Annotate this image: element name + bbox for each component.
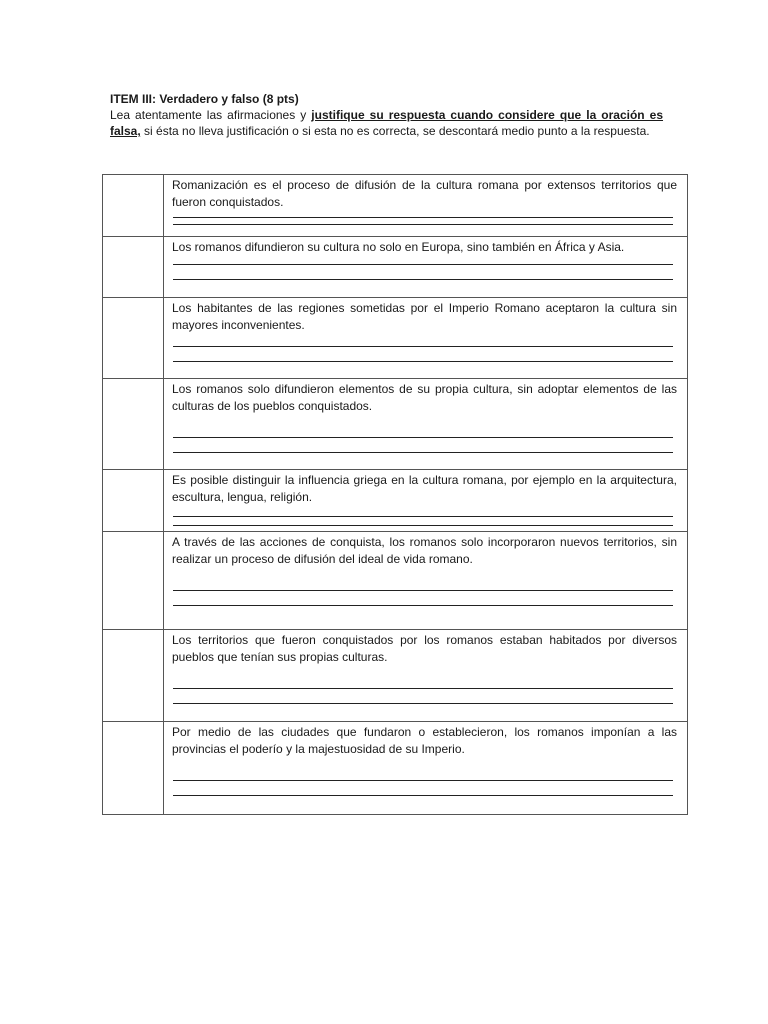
statement-cell bbox=[164, 470, 688, 532]
table-row bbox=[103, 532, 688, 630]
answer-line[interactable] bbox=[173, 361, 673, 362]
answer-cell-8[interactable] bbox=[103, 722, 164, 815]
answer-cell-6[interactable] bbox=[103, 532, 164, 630]
statement-text: Es posible distinguir la influencia griega en la cultura romana, por ejemplo en la arquitectura, escultura, lengua, religión. bbox=[172, 473, 677, 504]
statement-cell bbox=[164, 722, 688, 815]
statement-text: Los habitantes de las regiones sometidas por el Imperio Romano aceptaron la cultura sin mayores inconvenientes. bbox=[172, 301, 677, 332]
table-row bbox=[103, 298, 688, 379]
true-false-table bbox=[102, 174, 688, 815]
statement-cell bbox=[164, 237, 688, 298]
item-header bbox=[110, 91, 663, 139]
answer-cell-4[interactable] bbox=[103, 379, 164, 470]
statement-cell bbox=[164, 298, 688, 379]
table-row bbox=[103, 722, 688, 815]
statement-text: Los romanos difundieron su cultura no solo en Europa, sino también en África y Asia. bbox=[172, 240, 625, 254]
answer-cell-1[interactable] bbox=[103, 175, 164, 237]
answer-line[interactable] bbox=[173, 452, 673, 453]
answer-cell-5[interactable] bbox=[103, 470, 164, 532]
answer-line[interactable] bbox=[173, 279, 673, 280]
instructions-text-end: si ésta no lleva justificación o si esta no es correcta, se descontará medio punto a la respuesta. bbox=[140, 124, 650, 138]
answer-line[interactable] bbox=[173, 525, 673, 526]
statement-cell bbox=[164, 379, 688, 470]
answer-cell-3[interactable] bbox=[103, 298, 164, 379]
statement-text: Romanización es el proceso de difusión de la cultura romana por extensos territorios que fueron conquistados. bbox=[172, 178, 677, 209]
statement-cell bbox=[164, 630, 688, 722]
table-row bbox=[103, 237, 688, 298]
statement-text: A través de las acciones de conquista, los romanos solo incorporaron nuevos territorios, sin realizar un proceso de difusión del ideal de vida romano. bbox=[172, 535, 677, 566]
answer-cell-7[interactable] bbox=[103, 630, 164, 722]
instructions-emphasis: justifique su respuesta cuando considere que la oración es falsa, bbox=[110, 108, 664, 138]
statement-cell bbox=[164, 175, 688, 237]
table-row bbox=[103, 470, 688, 532]
instructions bbox=[110, 107, 663, 139]
section-title: ITEM III: Verdadero y falso (8 pts) bbox=[110, 92, 299, 106]
answer-cell-2[interactable] bbox=[103, 237, 164, 298]
answer-line[interactable] bbox=[173, 605, 673, 606]
table-row bbox=[103, 630, 688, 722]
statement-cell bbox=[164, 532, 688, 630]
table-row bbox=[103, 379, 688, 470]
statement-text: Por medio de las ciudades que fundaron o establecieron, los romanos imponían a las provincias el poderío y la majestuosidad de su Imperio. bbox=[172, 725, 677, 756]
answer-line[interactable] bbox=[173, 703, 673, 704]
statement-text: Los territorios que fueron conquistados por los romanos estaban habitados por diversos pueblos que tenían sus propias culturas. bbox=[172, 633, 677, 664]
answer-line[interactable] bbox=[173, 795, 673, 796]
instructions-text: Lea atentamente las afirmaciones y bbox=[110, 108, 312, 122]
answer-line[interactable] bbox=[173, 224, 673, 225]
table-row bbox=[103, 175, 688, 237]
statement-text: Los romanos solo difundieron elementos de su propia cultura, sin adoptar elementos de las culturas de los pueblos conquistados. bbox=[172, 382, 677, 413]
